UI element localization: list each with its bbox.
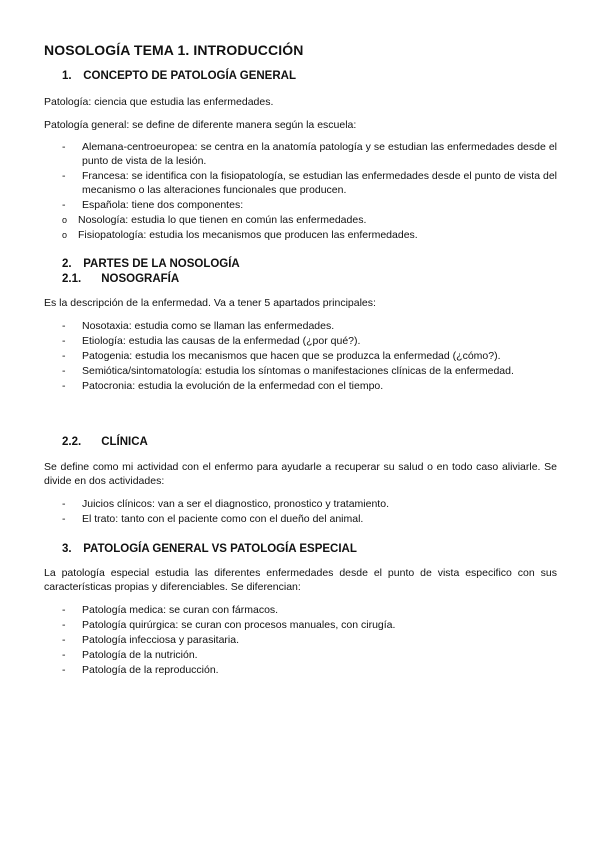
list-item: - Española: tiene dos componentes: o Nosología: estudia lo que tienen en común las enfermedades. o Fisiopatología: estudia los mecanismos que producen las enfermedades. bbox=[62, 198, 557, 242]
subsection-2-2-number: 2.2. bbox=[62, 436, 82, 448]
list-item: - Semiótica/sintomatología: estudia los síntomas o manifestaciones clínicas de la enfermedad. bbox=[62, 365, 514, 377]
list-item: - Patología de la nutrición. bbox=[62, 649, 198, 661]
sub-list bbox=[62, 213, 557, 242]
subsection-2-1-number: 2.1. bbox=[62, 273, 82, 285]
list-item: - Patología medica: se curan con fármacos. bbox=[62, 604, 279, 616]
dash-bullet: - bbox=[62, 498, 66, 510]
list-item: - Patogenia: estudia los mecanismos que hacen que se produzca la enfermedad (¿cómo?). bbox=[62, 350, 501, 362]
dash-bullet: - bbox=[62, 513, 66, 525]
subsection-2-1-heading bbox=[62, 273, 179, 285]
list-item: - Patología quirúrgica: se curan con procesos manuales, con cirugía. bbox=[62, 619, 396, 631]
section-1-number: 1. bbox=[62, 70, 72, 82]
paragraph: Es la descripción de la enfermedad. Va a tener 5 apartados principales: bbox=[44, 297, 376, 309]
dash-bullet: - bbox=[62, 619, 66, 631]
dash-bullet: - bbox=[62, 380, 66, 392]
paragraph: Se define como mi actividad con el enfermo para ayudarle a recuperar su salud o en todo caso aliviarle. Se divide en dos actividades: bbox=[44, 461, 557, 487]
dash-bullet: - bbox=[62, 141, 66, 153]
section-2-heading bbox=[62, 258, 240, 270]
dash-bullet: - bbox=[62, 350, 66, 362]
list-item: - Patología de la reproducción. bbox=[62, 664, 219, 676]
paragraph: Patología general: se define de diferente manera según la escuela: bbox=[44, 119, 357, 131]
dash-bullet: - bbox=[62, 649, 66, 661]
section-2-title: PARTES DE LA NOSOLOGÍA bbox=[83, 258, 240, 270]
section-2-1-list bbox=[62, 319, 557, 394]
list-item: - Francesa: se identifica con la fisiopatología, se estudian las enfermedades desde el punto de vista del mecanismo o las alteraciones funcionales que producen. bbox=[62, 170, 557, 196]
dash-bullet: - bbox=[62, 170, 66, 182]
dash-bullet: - bbox=[62, 664, 66, 676]
list-item: - Nosotaxia: estudia como se llaman las enfermedades. bbox=[62, 320, 335, 332]
section-3-heading bbox=[62, 543, 357, 555]
section-1-list bbox=[62, 140, 557, 243]
sub-list-item: o Nosología: estudia lo que tienen en común las enfermedades. bbox=[62, 214, 367, 226]
dash-bullet: - bbox=[62, 320, 66, 332]
list-item: - Juicios clínicos: van a ser el diagnostico, pronostico y tratamiento. bbox=[62, 498, 389, 510]
circle-bullet: o bbox=[62, 215, 68, 225]
section-2-2-list bbox=[62, 497, 557, 527]
dash-bullet: - bbox=[62, 199, 66, 211]
subsection-2-2-title: CLÍNICA bbox=[101, 436, 148, 448]
paragraph: La patología especial estudia las diferentes enfermedades desde el punto de vista especifico con sus características propias y diferenciables. Se diferencian: bbox=[44, 567, 557, 593]
section-3-list bbox=[62, 603, 557, 678]
dash-bullet: - bbox=[62, 604, 66, 616]
dash-bullet: - bbox=[62, 365, 66, 377]
page-title: NOSOLOGÍA TEMA 1. INTRODUCCIÓN bbox=[44, 42, 304, 58]
list-item: - Patología infecciosa y parasitaria. bbox=[62, 634, 240, 646]
sub-list-item: o Fisiopatología: estudia los mecanismos que producen las enfermedades. bbox=[62, 229, 418, 241]
section-1-heading bbox=[62, 70, 296, 82]
dash-bullet: - bbox=[62, 335, 66, 347]
list-item: - Etiología: estudia las causas de la enfermedad (¿por qué?). bbox=[62, 335, 361, 347]
section-1-title: CONCEPTO DE PATOLOGÍA GENERAL bbox=[83, 70, 296, 82]
list-item: - El trato: tanto con el paciente como con el dueño del animal. bbox=[62, 513, 364, 525]
section-3-number: 3. bbox=[62, 543, 72, 555]
dash-bullet: - bbox=[62, 634, 66, 646]
circle-bullet: o bbox=[62, 230, 68, 240]
subsection-2-1-title: NOSOGRAFÍA bbox=[101, 273, 180, 285]
section-2-number: 2. bbox=[62, 258, 72, 270]
section-3-title: PATOLOGÍA GENERAL VS PATOLOGÍA ESPECIAL bbox=[83, 543, 357, 555]
list-item: - Alemana-centroeuropea: se centra en la anatomía patología y se estudian las enfermedades desde el punto de vista de la lesión. bbox=[62, 141, 557, 167]
paragraph: Patología: ciencia que estudia las enfermedades. bbox=[44, 96, 274, 108]
subsection-2-2-heading bbox=[62, 436, 148, 448]
list-item: - Patocronia: estudia la evolución de la enfermedad con el tiempo. bbox=[62, 380, 384, 392]
